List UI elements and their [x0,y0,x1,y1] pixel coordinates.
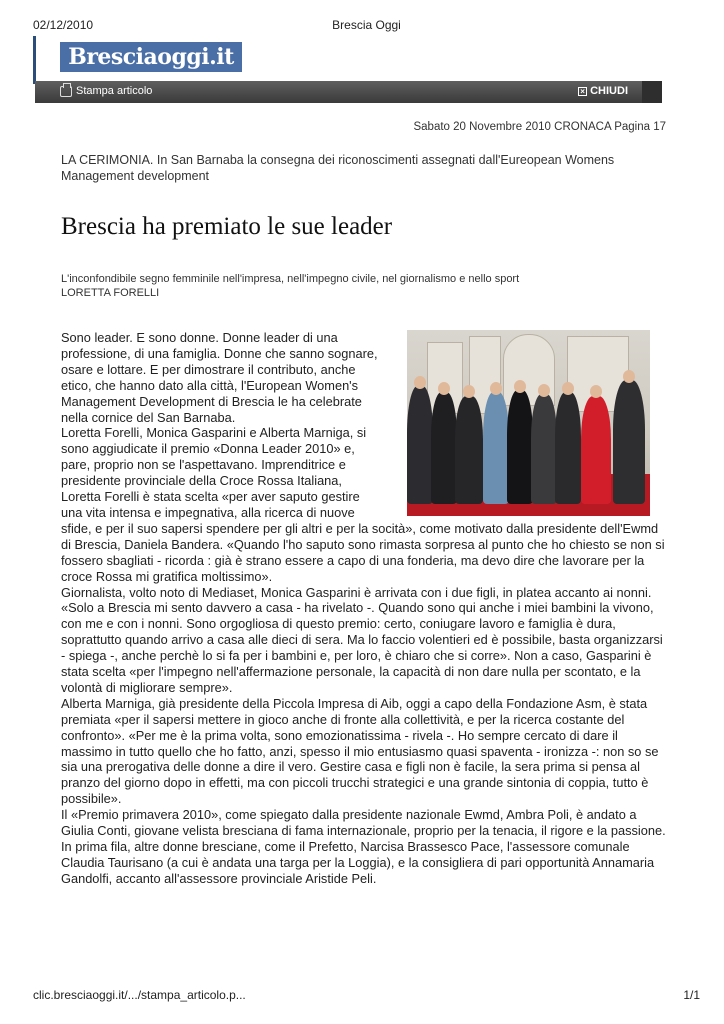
photo-float-spacer [383,330,668,517]
article-paragraph: Sono leader. E sono donne. Donne leader di una professione, di una famiglia. Donne che sanno sognare, osare e lottare. E per dimostrare il contributo, anche etico, che hanno dato alla città, l'European Women's Management Development di Brescia le ha celebrate nella cornice del San Barnaba. [61,330,378,425]
site-logo[interactable]: Bresciaoggi.it [60,42,242,72]
print-url: clic.bresciaoggi.it/.../stampa_articolo.p... [33,988,246,1002]
print-date: 02/12/2010 [33,18,94,32]
article-body [61,330,668,887]
close-icon: × [578,87,587,96]
print-site-title: Brescia Oggi [332,18,401,32]
article-dateline: Sabato 20 Novembre 2010 CRONACA Pagina 17 [413,121,666,133]
article-subhead: L'inconfondibile segno femminile nell'impresa, nell'impegno civile, nel giornalismo e nello sport [61,273,520,285]
article-kicker: LA CERIMONIA. In San Barnaba la consegna dei riconoscimenti assegnati dall'Eureopean Womens Management development [61,153,615,183]
close-label: CHIUDI [590,85,628,97]
print-article-label: Stampa articolo [76,85,153,97]
print-page-count: 1/1 [683,988,700,1002]
close-button[interactable] [578,85,628,97]
print-footer [33,988,700,1004]
printer-icon [60,86,72,97]
article-paragraph: Alberta Marniga, già presidente della Piccola Impresa di Aib, oggi a capo della Fondazione Asm, è stata premiata «per il sapersi mettere in gioco anche di fronte alla collettività, e per la ricerca costante del confronto». «Per me è la prima volta, sono emozionatissima - rivela -. Ho sempre cercato di dare il massimo in tutto quello che ho fatto, anzi, spesso il mio entusiasmo quasi spaventa - ironizza -: non so se sia una prerogativa delle donne a dire il vero. Gestire casa e figli non è facile, la sera prima si pensa al pranzo del giorno dopo in effetti, ma con piccoli trucchi strategici e una grande sintonia di coppia, tutto è possibile». [61,695,659,807]
article-paragraph: Giornalista, volto noto di Mediaset, Monica Gasparini è arrivata con i due figli, in platea accanto ai nonni. «Solo a Brescia mi sento davvero a casa - ha rivelato -. Quando sono qui anche i miei bambini la vivono, con me e con i nonni. Sono orgogliosa di questo premio: certo, coniugare lavoro e famiglia è dura, soprattutto quando arrivo a casa alle dieci di sera. Ma lo faccio volentieri ed è possibile, basta organizzarsi - spiega -, anche perchè lo si fa per i bambini e, per loro, è chiaro che si corre». Non a caso, Gasparini è stata scelta «per l'impegno nell'affermazione personale, la capacità di non dare nulla per scontato, e la volontà di migliorare sempre». [61,584,663,695]
toolbar-end-cap [642,81,662,103]
print-article-button[interactable] [60,85,152,97]
article-paragraph: Il «Premio primavera 2010», come spiegato dalla presidente nazionale Ewmd, Ambra Poli, è andato a Giulia Conti, giovane velista bresciana di fama internazionale, proprio per la tenacia, il rigore e la passione. In prima fila, altre donne bresciane, come il Prefetto, Narcisa Brassesco Pace, l'assessore comunale Claudia Taurisano (a cui è andata una targa per la Loggia), e la consigliera di pari opportunità Annamaria Gandolfi, accanto all'assessore provinciale Aristide Peli. [61,807,666,886]
print-header [33,18,700,34]
logo-accent-bar [33,36,36,84]
article-paragraph: Loretta Forelli, Monica Gasparini e Alberta Marniga, si sono aggiudicate il premio «Donna Leader 2010» e, pare, proprio non se l'aspettavano. Imprenditrice e presidente provinciale della Croce Rossa Italiana, Loretta Forelli è stata scelta «per aver saputo gestire una vita intensa e impegnativa, alla ricerca di nuove sfide, e per il suo sapersi spendere per gli altri e per la socità», come motivato dalla presidente dell'Ewmd di Brescia, Daniela Bandera. «Quando l'ho saputo sono rimasta sorpresa al punto che ho chiesto se non si fossero sbagliati - ricorda : già è strano essere a capo di una fonderia, ma devo dire che lavorare per la croce Rossa mi gratifica moltissimo». [61,425,665,584]
article-byline: LORETTA FORELLI [61,287,160,299]
article-headline: Brescia ha premiato le sue leader [61,213,393,240]
article-toolbar [35,81,662,103]
